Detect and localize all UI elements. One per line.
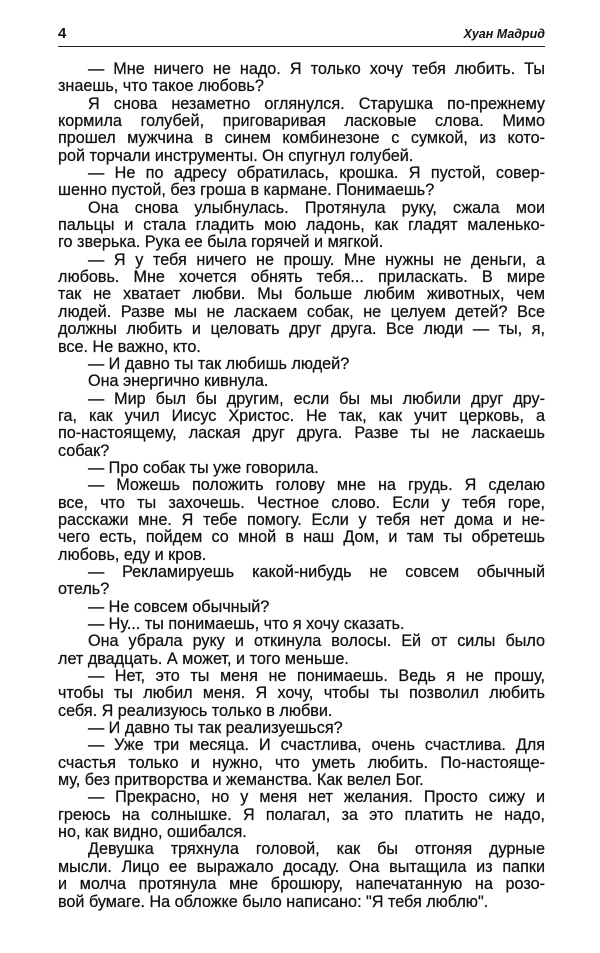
text-line: так не хватает любви. Мы больше любим животных, чем [58,285,545,304]
text-line: Она убрала руку и откинула волосы. Ей от силы было [88,632,545,651]
paragraph [58,720,545,737]
text-line: все, что ты захочешь. Честное слово. Если у тебя горе, [58,493,545,512]
text-line: лет двадцать. А может, и того меньше. [58,649,349,668]
text-line: чего есть, пойдем со мной в наш Дом, и там ты обретешь [58,528,545,547]
text-line: га, как учил Иисус Христос. Не так, как учит церковь, а [58,406,545,425]
text-line: но, как видно, ошибался. [58,823,247,842]
text-line: — Мир был бы другим, если бы мы любили друг дру- [88,389,545,408]
text-line: отель? [58,580,110,599]
text-line: Я снова незаметно оглянулся. Старушка по-прежнему [88,94,545,113]
text-line: — Мне ничего не надо. Я только хочу тебя любить. Ты [88,60,545,78]
paragraph [58,165,545,200]
text-line: — Нет, это ты меня не понимаешь. Ведь я не прошу, [88,667,545,686]
text-line: любовь, еду и кров. [58,545,207,564]
paragraph [58,737,545,789]
text-line: — Не совсем обычный? [88,597,270,616]
text-line: все. Не важно, кто. [58,337,201,356]
paragraph [58,252,545,356]
paragraph [58,841,545,910]
text-line: — И давно ты так реализуешься? [88,719,343,738]
text-line: му, без притворства и жеманства. Как велел Бог. [58,771,424,790]
paragraph [58,616,545,633]
paragraph [58,373,545,390]
text-line: — Не по адресу обратилась, крошка. Я пустой, совер- [88,164,545,183]
text-line: расскажи мне. Я тебе помогу. Если у тебя нет дома и не- [58,510,545,529]
paragraph [58,460,545,477]
page-number: 4 [58,25,67,42]
text-line: мысли. Лицо ее выражало досаду. Она вытащила из папки [58,857,545,876]
paragraph [58,96,545,165]
text-line: рой торчали инструменты. Он спугнул голубей. [58,146,414,165]
text-line: и молча протянула мне брошюру, напечатанную на розо- [58,875,545,894]
page-header [58,24,545,47]
text-line: собак? [58,441,110,460]
paragraph [58,668,545,720]
text-line: Девушка тряхнула головой, как бы отгоняя дурные [88,840,545,859]
text-line: по-настоящему, лаская друг друга. Разве ты не ласкаешь [58,424,545,443]
text-line: — Я у тебя ничего не прошу. Мне нужны не деньги, а [88,250,545,269]
text-line: счастья только и нужно, что уметь любить. По-настояще- [58,753,545,772]
text-line: шенно пустой, без гроша в кармане. Понимаешь? [58,181,435,200]
text-line: — Можешь положить голову мне на грудь. Я сделаю [88,476,545,495]
text-line: знаешь, что такое любовь? [58,77,264,96]
text-line: — Про собак ты уже говорила. [88,458,319,477]
text-line: Она энергично кивнула. [88,372,269,391]
text-line: — Прекрасно, но у меня нет желания. Просто сижу и [88,788,545,807]
text-line: кормила голубей, приговаривая ласковые слова. Мимо [58,112,545,131]
text-line: чтобы ты любил меня. Я хочу, чтобы ты позволил любить [58,684,545,703]
text-line: себя. Я реализуюсь только в любви. [58,701,333,720]
text-line: людей. Разве мы не ласкаем собак, не целуем детей? Все [58,302,545,321]
text-line: — Рекламируешь какой-нибудь не совсем обычный [88,562,545,581]
text-line: любовь. Мне хочется обнять тебя... приласкать. В мире [58,268,545,287]
paragraph [58,356,545,373]
text-line: — Ну... ты понимаешь, что я хочу сказать. [88,615,405,633]
text-line: греюсь на солнышке. Я полагал, за это платить не надо, [58,805,545,824]
body-text [58,61,545,911]
text-line: вой бумаге. На обложке было написано: "Я тебя люблю". [58,892,489,911]
paragraph [58,477,545,564]
text-line: должны любить и целовать друг друга. Все люди — ты, я, [58,320,545,339]
paragraph [58,200,545,252]
running-title: Хуан Мадрид [463,27,545,41]
text-line: — И давно ты так любишь людей? [88,354,350,373]
paragraph [58,789,545,841]
text-line: прошел мужчина в синем комбинезоне с сумкой, из кото- [58,129,545,148]
text-line: — Уже три месяца. И счастлива, очень счастлива. Для [88,736,545,755]
paragraph [58,633,545,668]
paragraph [58,61,545,96]
paragraph [58,564,545,599]
paragraph [58,599,545,616]
text-line: пальцы и стала гладить мою ладонь, как гладят маленько- [58,216,545,235]
text-line: Она снова улыбнулась. Протянула руку, сжала мои [88,198,545,217]
text-line: го зверька. Рука ее была горячей и мягкой. [58,233,384,252]
paragraph [58,391,545,460]
